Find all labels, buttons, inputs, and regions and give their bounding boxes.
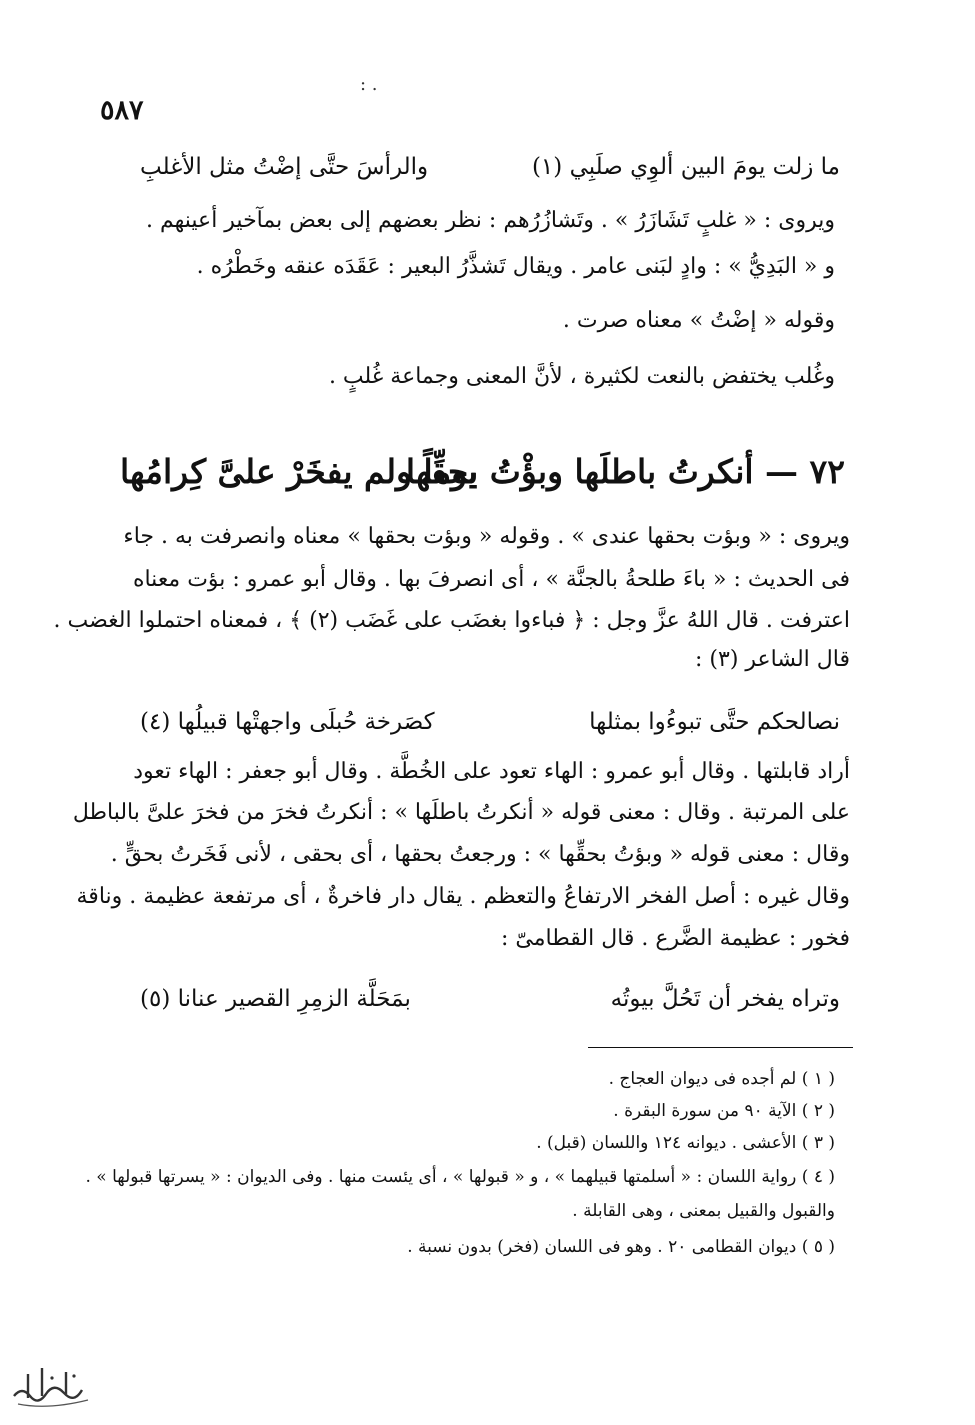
footnote-separator [588,1047,853,1048]
verse-line [140,982,840,1016]
text-line: ويروى : « وبؤت بحقها عندى » . وقوله « وبؤت بحقها » معناه وانصرفت به . جاء [123,524,850,549]
text-line: على المرتبة . وقال : معنى قوله « أنكرتُ باطلَها » : أنكرتُ فخرَ من فخرَ علىَّ بالباطل [72,800,850,825]
verse-line [140,150,840,184]
footnote: والقبول والقبيل بمعنى ، وهى القابلة . [572,1201,835,1221]
text-line: وقال : معنى قوله « وبؤتُ بحقِّها » : ورجعتُ بحقها ، أى بحقى ، لأنى فَخَرتُ بحقٍّ . [110,842,850,867]
page-number: ٥٨٧ [100,95,144,126]
text-line: و « البَدِيُّ » : وادٍ لبَنى عامر . ويقال تَشذَّرُ البعير : عَقَدَه عنقه وخَطْرُه . [196,254,835,279]
verse-hemistich-right: ما زلت يومَ البين ألوِي صلَبِي (١) [531,154,840,180]
footnote: ( ٣ ) الأعشى . ديوانه ١٢٤ واللسان (قبل) . [536,1133,835,1153]
text-line: اعترفت . قال اللهُ عزَّ وجل : ﴿ فباءوا بغضَب على غَضَب (٢) ﴾ ، فمعناه احتملوا الغضب . [53,608,850,633]
text-line: وغُلب يختفض بالنعت لكثيرة ، لأنَّ المعنى وجماعة غُلبٍ . [328,364,835,389]
footnote: ( ٤ ) رواية اللسان : « أسلمتها قبيلهما » ، و « قبولها » ، أى يئست منها . وفى الديوان : « يسرتها قبولها » . [85,1167,835,1187]
footnote: ( ٢ ) الآية ٩٠ من سورة البقرة . [613,1101,835,1121]
calligraphy-stamp-logo [8,1360,96,1412]
verse-line [140,705,840,739]
text-line: وقال غيره : أصل الفخر الارتفاعُ والتعظم . يقال دار فاخرةٌ ، أى مرتفعة عظيمة . وناقة [76,884,850,909]
text-line: قال الشاعر (٣) : [694,647,850,672]
verse-hemistich-right: نصالحكم حتَّى تبوءُوا بمثلها [589,709,840,735]
verse-hemistich-left: بمَحَلَّة الزمِرِ القصير عنانا (٥) [140,986,411,1012]
footnote: ( ١ ) لم أجده فى ديوان العجاج . [608,1069,835,1089]
top-marks: : . [360,74,378,95]
heading-hemistich-left: يوماً ولم يفخَرْ علىَّ كِرامُها [120,452,478,491]
verse-hemistich-left: كصَرخة حُبلَى واجهتْها قبيلُها (٤) [140,709,435,735]
text-line: فخور : عظيمة الضَّرع . قال القطامىّ : [501,926,850,951]
verse-hemistich-right: وتراه يفخر أن تَحُلَّ بيوتُه [610,986,840,1012]
text-line: ويروى : « غلبٍ تَشَازَرُ » . وتَشازُرُهم : نظر بعضهم إلى بعض بمآخير أعينهم . [146,208,835,233]
verse-hemistich-left: والرأسَ حتَّى إضْتُ مثل الأغلبِ [140,154,429,180]
heading-hemistich-right: ٧٢ — أنكرتُ باطلَها وبؤْتُ بحقِّها [405,452,845,491]
section-heading-verse [120,448,845,496]
footnote: ( ٥ ) ديوان القطامى ٢٠ . وهو فى اللسان (فخر) بدون نسبة . [407,1237,835,1257]
text-line: أراد قابلتها . وقال أبو عمرو : الهاء تعود على الخُطَّة . وقال أبو جعفر : الهاء تعود [133,759,850,784]
text-line: وقوله « إضْتُ » معناه صرت . [562,308,835,333]
text-line: فى الحديث : « باءَ طلحةُ بالجنَّة » ، أى انصرفَ بها . وقال أبو عمرو : بؤت معناه [132,567,850,592]
